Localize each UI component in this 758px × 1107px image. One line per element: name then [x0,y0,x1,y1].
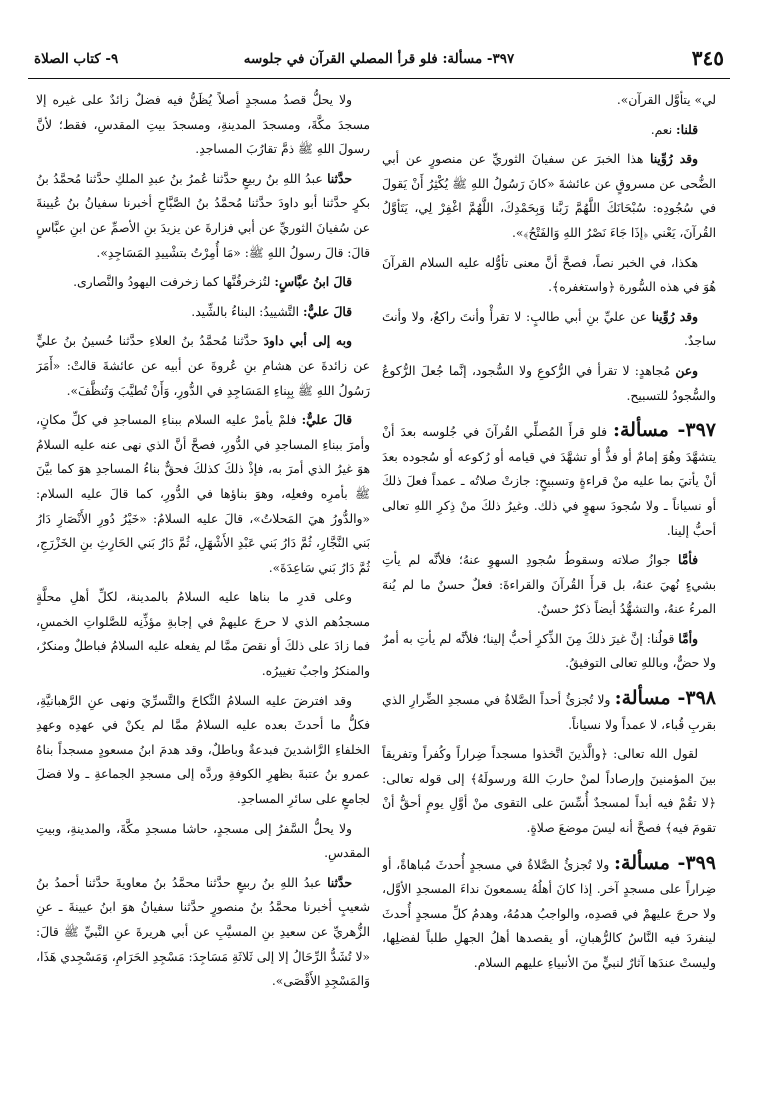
paragraph-text: حدَّثنا مُحمَّدُ بنُ العلاءِ حدَّثنا حُسينُ بنُ عليٍّ عن زائدةَ عن هشامِ بنِ عُروةَ عن أبيه عن عائشةَ قالتْ: «أَمَرَ رَسُولُ اللهِ ﷺ بِبِناءِ المَسَاجِدِ في الدُّورِ، وَأَنْ تُطيَّبَ وَتُنظَّفَ». [36,334,370,398]
lead-word: وقد رُوِّينا [651,308,698,324]
paragraph-text: ولا يحلُّ السَّفرُ إلى مسجدٍ، حاشا مسجدِ مكَّةَ، والمدينةِ، وبيتِ المقدسِ. [36,821,370,861]
paragraph-text: عن عليِّ بنِ أبي طالبٍ: لا تقرأْ وأنتَ راكعٌ، ولا وأنتَ ساجدٌ. [382,309,716,349]
paragraph-text: لتُزخرفُنَّها كما زخرفت اليهودُ والنَّصارى. [73,275,275,290]
lead-word: قالَ ابنُ عبَّاسٍ: [274,274,352,290]
paragraph-text: جوازُ صلاته وسقوطُ سُجودِ السهوِ عنهُ؛ فلأنَّه لم يأتِ بشيءٍ نُهيَ عنهُ، بل قرأَ القُرآنَ والقراءةَ: فعلٌ حسنٌ ما لم يُنهَ المرءُ عنهُ، والتشهُّدُ أيضاً ذكرٌ حسنٌ. [382,553,716,617]
masala-heading: ٣٩٩- مسألة: [614,851,716,874]
lead-word: قالَ عليٌّ: [301,412,352,428]
paragraph [382,305,716,354]
paragraph-text: هذا الخبرَ عن سفيانَ الثوريِّ عن منصورٍ عن أبي الضُّحى عن مسروقٍ عن عائشةَ «كانَ رَسُولُ اللهِ ﷺ يُكْثِرُ أَنْ يَقولَ في سُجُودِه: سُبْحَانَكَ اللَّهُمَّ رَبَّنا وَبِحَمْدِكَ، اللَّهُمَّ اغْفِرْ لِي، يَتَأوَّلُ القُرآنَ، يَعْني ﴿إذَا جَاءَ نَصْرُ اللهِ وَالفَتْحُ﴾». [382,152,716,240]
paragraph [382,359,716,408]
paragraph-text: وعلى قدرِ ما بناها عليه السلامُ بالمدينة، لكلِّ أهلِ محلَّةٍ مسجدُهم الذي لا حرجَ عليهمْ في إجابةِ مؤذِّنِه للصَّلواتِ الخمسِ، فما زادَ على ذلكَ أو نقصَ ممَّا لم يفعله عليه السلامُ فباطلٌ ومنكرٌ، والمنكرُ واجبٌ تغييرُه. [36,590,370,679]
paragraph-text: قولُنا: إنَّ غيرَ ذلكَ مِنَ الذِّكرِ أحبُّ إلينا؛ فلأنَّه لم يأتِ به أمرٌ ولا حضٌّ، وباللهِ تعالى التوفيقُ. [382,631,716,671]
header-rule [28,78,730,79]
paragraph [36,88,370,162]
paragraph [382,118,716,143]
paragraph-text: مُجاهدٍ: لا تقرأ في الرُّكوعِ ولا السُّجود، إنَّما جُعلَ الرُّكوعُ والسُّجودُ للتسبيح. [382,363,716,403]
paragraph [382,251,716,300]
lead-word: فأمَّا [678,552,698,568]
book-title: ٩- كتاب الصلاة [34,51,119,67]
paragraph [382,147,716,245]
lead-word: وأمَّا [678,630,698,646]
paragraph [36,300,370,325]
masala-heading: ٣٩٧- مسألة: [612,419,716,442]
lead-word: قالَ عليٌّ: [302,303,352,319]
left-column [36,88,370,1083]
paragraph [382,686,716,737]
paragraph [36,585,370,683]
paragraph-text: ولا تُجزئُ الصَّلاةُ في مسجدٍ أُحدثَ مُباهاةً، أو ضِراراً على مسجدٍ آخر. إذا كانَ أهلُهُ يسمعونَ نداءَ المسجدِ الأوَّل، ولا حرجَ عليهمْ في قصدِه، والواجبُ هدمُهُ، وهدمُ كلِّ مسجدٍ أُحدثَ لينفردَ فيه النَّاسُ كالرُّهبانِ، أو يقصدها أهلُ الجهلِ طلباً لفضلِها، وليستْ عندَها آثارٌ لنبيٍّ منَ الأنبياءِ عليهم السلام. [382,857,716,970]
paragraph [382,742,716,840]
paragraph [36,270,370,295]
masala-heading: ٣٩٨- مسألة: [614,687,716,710]
paragraph [36,167,370,265]
paragraph [382,851,716,976]
paragraph [36,329,370,403]
running-title: ٣٩٧- مسألة: فلو قرأ المصلي القرآن في جلوسه [243,51,515,67]
lead-word: وعن [675,362,698,378]
paragraph [36,689,370,812]
paragraph [36,871,370,994]
paragraph-text: لقول الله تعالى: ﴿والَّذينَ اتَّخذوا مسجداً ضِراراً وكُفراً وتفريقاً بينَ المؤمنينَ وإرصاداً لمنْ حاربَ اللهَ ورسولَهُ﴾ إلى قوله تعالى: ﴿لا تقُمْ فيه أبداً لمسجدٌ أُسِّسَ على التقوى منْ أوَّلِ يومٍ أحقُّ أنْ تقومَ فيه﴾ فصحَّ أنه ليسَ موضعَ صلاةٍ. [382,747,716,836]
paragraph-text: فلو قرأَ المُصلِّي القُرآنَ في جُلوسه بعدَ أنْ يتشهَّدَ وهُوَ إمامٌ أو فذٌّ أو تشهَّدَ في قيامه أو رُكوعه أو سُجوده بعدَ أنْ يأتيَ بما عليه منْ قراءةٍ وتسبيحٍ: جازتْ صلاتُه ـ عمداً فعلَ ذلكَ أو نسياناً ـ ولا سُجودَ سهوٍ في ذلك. وغيرُ ذلكَ منْ ذِكرِ اللهِ تعالى أحبُّ إلينا. [382,425,716,538]
paragraph-text: عبدُ اللهِ بنُ ربيعٍ حدَّثنا عُمرُ بنُ عبدِ الملكِ حدَّثنا مُحمَّدُ بنُ بكرٍ حدَّثنا أبو داودَ حدَّثنا مُحمَّدُ بنُ الصَّبَّاحِ أخبرنا سفيانُ بنُ عُيينةَ عن سُفيانَ الثوريِّ عن أبي فزارةَ عن يزيدَ بنِ الأصمِّ عن ابنِ عبَّاسٍ قالَ: قالَ رسولُ اللهِ ﷺ: «مَا أُمِرْتُ بتشْييدِ المَسَاجِدِ». [36,171,370,260]
paragraph [382,88,716,113]
paragraph [382,418,716,543]
page-number: ٣٤٥ [691,46,724,70]
paragraph-text: هكذا، في الخبر نصاً، فصحَّ أنَّ معنى تأوُّله عليه السلام القرآنَ هُوَ في هذه السُّورة ﴿واستغفره﴾. [382,255,716,295]
paragraph [36,817,370,866]
paragraph [382,627,716,676]
lead-word: وقد رُوِّينا [649,151,698,167]
right-column [382,88,716,1083]
paragraph-text: التَّشييدُ: البناءُ بالشِّيد. [191,304,303,319]
paragraph-text: فلمْ يأمرْ عليه السلام ببناءِ المساجدِ في كلِّ مكانٍ، وأمرَ ببناءِ المساجدِ في الدُّورِ، فصحَّ أنَّ الذي نهى عنه عليه السلامُ هوَ غيرُ الذي أمرَ به، فإذْ ذلكَ كذلكَ فحقٌّ بناءُ المساجدِ هوَ كما بيَّنَ ﷺ بأمرِه وفعلِه، وهوَ بناؤها في الدُّورِ، كما قالَ عليه السلام: «والدُّورُ هيَ المَحلاتُ»، قالَ عليه السلامُ: «خَيْرُ دُورِ الأَنْصَارِ دَارُ بَني النَّجَّارِ، ثُمَّ دَارُ بَني عَبْدِ الأَشْهَلِ، ثُمَّ دَارُ بَني الحَارِثِ بنِ الخَزْرَجِ، ثُمَّ دَارُ بَني سَاعِدَةَ». [36,413,370,575]
paragraph-text: عبدُ اللهِ بنُ ربيعٍ حدَّثنا محمَّدُ بنُ معاويةَ حدَّثنا أحمدُ بنُ شعيبٍ أخبرنا محمَّدُ بنُ منصورٍ حدَّثنا سفيانُ هوَ ابنُ عيينةَ ـ عنِ الزُّهريِّ عن سعيدِ بنِ المسيَّبِ عن أبي هريرةَ عنِ النَّبيِّ ﷺ قالَ: «لا تُشَدُّ الرِّحَالُ إلا إلى ثَلاثَةِ مَسَاجِدَ: مَسْجِدِ الحَرَامِ، وَمَسْجِدي هَذَا، وَالمَسْجِدِ الأَقْصَى». [36,875,370,989]
paragraph [382,548,716,622]
paragraph-text: ولا يحلُّ قصدُ مسجدٍ أصلاً يُظَنُّ فيه فضلٌ زائدٌ على غيره إلا مسجدَ مكَّةَ، ومسجدَ المدينةِ، ومسجدَ بيتِ المقدسِ، فقط؛ لأنَّ رسولَ اللهِ ﷺ ذمَّ تقارُبَ المساجدِ. [36,93,370,157]
paragraph-text: وقد افترضَ عليه السلامُ النِّكاحَ والتَّسرِّيَ ونهى عنِ الرَّهبانيَّةِ، فكلُّ ما أحدثَ بعده عليه السلامُ ممَّا لم يكنْ في عهدِه وعهدِ الخلفاءِ الرَّاشدينَ فبدعةٌ وباطلٌ، وقد هدمَ ابنُ مسعودٍ مسجداً بناهُ عمرو بنُ عتبةَ بظهرِ الكوفةِ وردَّه إلى مسجدِ الجماعةِ ـ ولا فضلَ لجامعٍ على سائرِ المساجدِ. [36,693,370,807]
paragraph-text: ولا تُجزئُ أحداً الصَّلاةُ في مسجدِ الضِّرارِ الذي بقربِ قُباء، لا عمداً ولا نسياناً. [382,693,716,732]
paragraph-text: نعم. [650,122,677,137]
lead-word: حدَّثنا [327,170,352,186]
paragraph-text: لي» يتأوَّل القرآن». [616,93,716,107]
lead-word: وبه إلى أبي داودَ [263,333,352,349]
paragraph [36,408,370,580]
lead-word: قلنا: [676,121,698,137]
page-header [28,46,730,76]
lead-word: حدَّثنا [327,874,352,890]
